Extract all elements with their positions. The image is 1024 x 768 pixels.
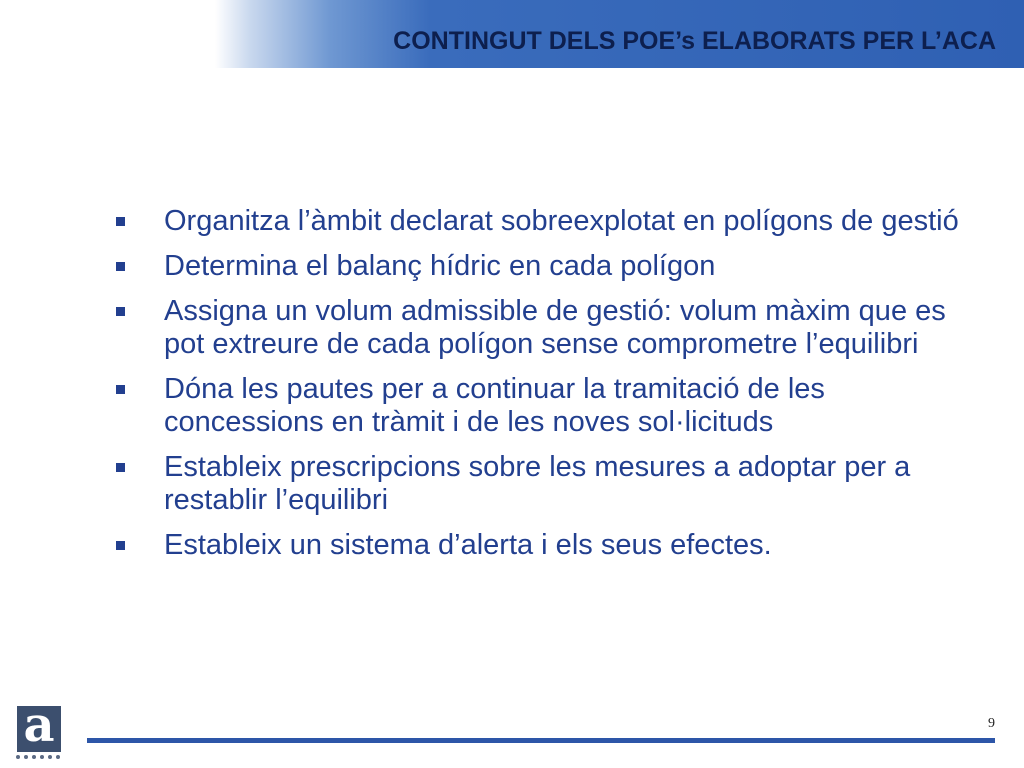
bullet-item bbox=[115, 451, 975, 517]
slide-title: CONTINGUT DELS POE’s ELABORATS PER L’ACA bbox=[393, 27, 996, 55]
bullet-text: Estableix un sistema d’alerta i els seus efectes. bbox=[164, 529, 772, 561]
logo-dot bbox=[40, 755, 44, 759]
logo-letter: a bbox=[23, 697, 55, 753]
logo-dot bbox=[24, 755, 28, 759]
bullet-item bbox=[115, 529, 975, 562]
bullet-text: Estableix prescripcions sobre les mesures a adoptar per a restablir l’equilibri bbox=[164, 451, 911, 516]
bullet-text: Organitza l’àmbit declarat sobreexplotat en polígons de gestió bbox=[164, 205, 959, 237]
logo-dot bbox=[16, 755, 20, 759]
bullet-item bbox=[115, 250, 975, 283]
bullet-list bbox=[115, 205, 975, 574]
bullet-item bbox=[115, 373, 975, 439]
square-bullet-icon bbox=[116, 217, 125, 226]
page-number: 9 bbox=[988, 716, 995, 731]
logo-dot bbox=[56, 755, 60, 759]
square-bullet-icon bbox=[116, 262, 125, 271]
logo-dot bbox=[32, 755, 36, 759]
square-bullet-icon bbox=[116, 463, 125, 472]
bullet-item bbox=[115, 295, 975, 361]
square-bullet-icon bbox=[116, 541, 125, 550]
bullet-text: Assigna un volum admissible de gestió: volum màxim que es pot extreure de cada polígon sense comprometre l’equilibri bbox=[164, 295, 946, 360]
logo-dots bbox=[14, 755, 66, 761]
square-bullet-icon bbox=[116, 385, 125, 394]
square-bullet-icon bbox=[116, 307, 125, 316]
bullet-text: Dóna les pautes per a continuar la tramitació de les concessions en tràmit i de les noves sol·licituds bbox=[164, 373, 825, 438]
logo-dot bbox=[48, 755, 52, 759]
bullet-text: Determina el balanç hídric en cada polígon bbox=[164, 250, 716, 282]
footer-rule bbox=[87, 738, 995, 743]
bullet-item bbox=[115, 205, 975, 238]
aca-logo bbox=[14, 697, 66, 764]
